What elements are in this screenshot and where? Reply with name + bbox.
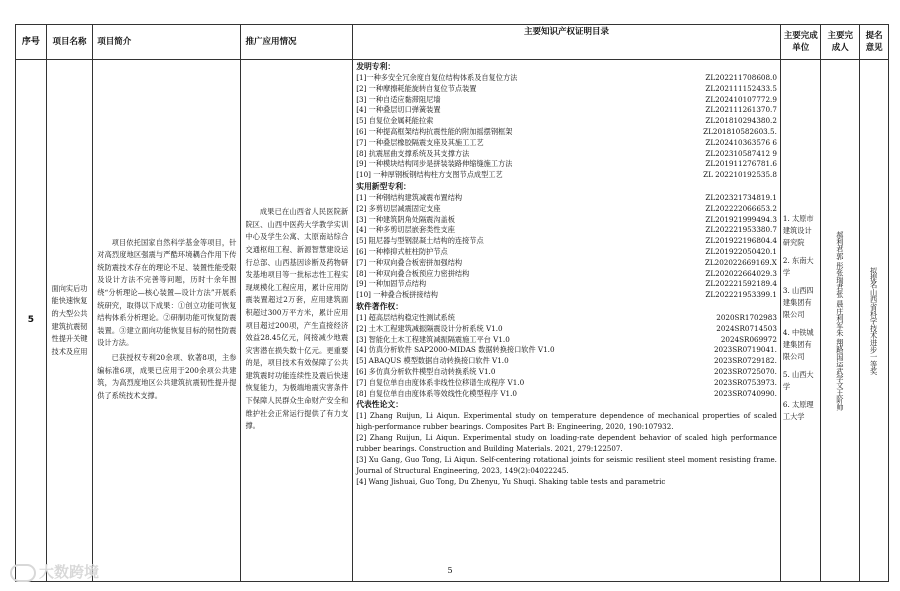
ip-item xyxy=(356,290,777,301)
ip-item-number: 2020SR1702983 xyxy=(716,312,777,322)
header-unit: 主要完成单位 xyxy=(780,25,821,60)
ip-item-title: [9] 一种加固节点结构 xyxy=(356,279,427,289)
paper-item: [4] Wang Jishuai, Guo Tong, Du Zhenyu, Yu Shuqi. Shaking table tests and parametric xyxy=(356,477,666,487)
ip-item-title: [6] 一种棒抑式桩柱防护节点 xyxy=(356,246,448,256)
ip-item-title: [7] 自复位单自由度体系非线性位移谱生成程序 V1.0 xyxy=(356,377,525,387)
ip-item-number: ZL202321734819.1 xyxy=(705,192,777,202)
utility-list xyxy=(356,193,777,301)
ip-item-title: [3] 一种自适应黏滞阻尼墙 xyxy=(356,94,441,104)
unit-list xyxy=(783,213,819,423)
ip-item-number: ZL202221953380.7 xyxy=(705,225,777,235)
page-number: 5 xyxy=(447,566,453,575)
ip-item xyxy=(356,193,777,204)
header-person: 主要完成人 xyxy=(821,25,860,60)
ip-item-title: [5] ABAQUS 模型数据自动转换接口软件 V1.0 xyxy=(356,356,509,366)
ip-item xyxy=(356,84,777,95)
header-seq: 序号 xyxy=(16,25,47,60)
unit-item: 2. 东南大学 xyxy=(782,255,814,277)
ip-item xyxy=(356,116,777,127)
intro-paragraph: 项目依托国家自然科学基金等项目，针对高烈度地区强震与严酷环境耦合作用下传统防震技术存在的理论不足、装置性能受限及设计方法不完善等问题，历时十余年围绕“分析理论—核心装置—设计方法”开展系统研究，取得以下成果：①创立功能可恢复结构体系分析理论。②研制功能可恢复防震装置。③建立面向功能恢复目标的韧性防震设计方法。 xyxy=(97,237,237,348)
ip-item-number: ZL202022664029.3 xyxy=(705,268,777,278)
ip-item-title: [5] 阻尼器与型钢混凝土结构的连接节点 xyxy=(356,236,484,246)
ip-item-title: [2] 土木工程建筑减振隔震设计分析系统 V1.0 xyxy=(356,323,503,333)
ip-item-title: [7] 一种双向叠合板密拼加强结构 xyxy=(356,257,463,267)
ip-item-number: 2023SR0753973. xyxy=(713,377,777,387)
unit-item: 5. 山西大学 xyxy=(782,369,814,391)
ip-item xyxy=(356,127,777,138)
header-name: 项目名称 xyxy=(46,25,93,60)
ip-item xyxy=(356,204,777,215)
header-rank: 提名意见 xyxy=(860,25,889,60)
ip-item-title: [2] 一种摩擦耗能旋转自复位节点装置 xyxy=(356,83,477,93)
ip-item xyxy=(356,225,777,236)
ip-item xyxy=(356,367,777,378)
ip-item-number: ZL201922050420.1 xyxy=(705,246,777,256)
ip-item-number: ZL 202210192535.8 xyxy=(703,170,777,180)
ip-item xyxy=(356,345,777,356)
ip-item-number: ZL202111261370.7 xyxy=(705,105,777,115)
ip-item-title: [2] 多剪切层减震固定支座 xyxy=(356,203,441,213)
ip-item xyxy=(356,105,777,116)
ip-item-number: ZL202022669169.X xyxy=(704,257,777,267)
row-project-name: 面向实后功能快速恢复的大型公共建筑抗震韧性提升关键技术及应用 xyxy=(46,60,93,582)
ip-item-title: [8] 自复位单自由度体系等效线性化模型程序 V1.0 xyxy=(356,388,517,398)
ip-item xyxy=(356,279,777,290)
ip-item-number: ZL201922196804.4 xyxy=(705,236,777,246)
papers-title: 代表性论文： xyxy=(356,400,403,410)
ip-item-number: ZL202410107772.9 xyxy=(705,94,777,104)
ip-item-number: 2024SR069972 xyxy=(720,334,777,344)
ip-item xyxy=(356,389,777,400)
paper-item: [3] Xu Gang, Guo Tong, Li Aiqun. Self-centering rotational joints for seismic resilient steel moment resisting frame. Journal of Structural Engineering, 2023, 149(2):04022245. xyxy=(356,455,777,475)
ip-item-number: ZL201911276781.6 xyxy=(705,159,777,169)
row-rank xyxy=(860,60,889,582)
apply-paragraph: 成果已在山西省人民医院新院区、山西中医药大学教学实训中心及学生公寓、太原南站综合交通枢纽工程、新源智慧建设运行总部、山西基因诊断及药物研发基地项目等一批标志性工程实现规模化工程应用，累计应用防震装置超过2万套，应用建筑面积超过300万平方米，累计应用项目超过200项，产生直接经济效益28.45亿元，间接减少地震灾害潜在损失数十亿元。更重要的是，项目技术有效保障了公共建筑震时功能连续性及震后快速恢复能力，为极端地震灾害条件下保障人民群众生命财产安全和维护社会正常运行提供了有力支撑。 xyxy=(245,207,349,431)
ip-item-title: [6] 一种提高框架结构抗震性能的附加摇摆钢框架 xyxy=(356,126,513,136)
ip-item-title: [8] 抗震屈曲支撑系统及其支撑方法 xyxy=(356,148,470,158)
ip-item-number: 2023SR0725070. xyxy=(713,366,777,376)
ip-item xyxy=(356,378,777,389)
ip-item-number: 2023SR0719041. xyxy=(713,345,777,355)
ip-item xyxy=(356,356,777,367)
ip-item xyxy=(356,73,777,84)
ip-item xyxy=(356,313,777,324)
table-row xyxy=(16,60,889,582)
software-list xyxy=(356,313,777,399)
ip-item-number: ZL202111152433.5 xyxy=(705,83,777,93)
ip-item-title: [3] 智能化土木工程建筑减振隔震施工平台 V1.0 xyxy=(356,334,510,344)
ip-item-number: ZL202222066653.2 xyxy=(705,203,777,213)
ip-item-number: ZL202410363576 6 xyxy=(705,137,777,147)
ip-item-number: ZL201921999494.3 xyxy=(705,214,777,224)
ip-item xyxy=(356,236,777,247)
software-title: 软件著作权： xyxy=(356,301,403,311)
ip-item-title: [4] 一种多剪切层嵌套类性支座 xyxy=(356,225,455,235)
ip-item xyxy=(356,170,777,181)
intro-paragraph: 已获授权专利20余项、软著8项，主参编标准6项，成果已应用于200余项公共建筑，为高烈度地区公共建筑抗震韧性提升提供了系统技术支撑。 xyxy=(97,352,237,400)
row-units xyxy=(780,60,821,582)
ip-item-number: ZL201810294380.2 xyxy=(705,116,777,126)
paper-item: [2] Zhang Ruijun, Li Aiqun. Experimental study on loading-rate dependent behavior of scaled high performance rubber bearings. Construction and Building Materials. 2021, 279:122507. xyxy=(356,433,777,453)
unit-item: 1. 太原市建筑设计研究院 xyxy=(782,213,814,247)
ip-item-title: [1]一种多安全冗余度自复位结构体系及自复位方法 xyxy=(356,73,518,82)
utility-title: 实用新型专利： xyxy=(356,181,411,191)
header-ip: 主要知识产权证明目录 xyxy=(353,25,781,60)
paper-list xyxy=(356,411,777,488)
ip-item-title: [9] 一种模块结构同步是拼装装路伸缩缝施工方法 xyxy=(356,159,513,169)
ip-item-title: [7] 一种叠层橡胶隔震支座及其施工工艺 xyxy=(356,137,484,147)
ip-item xyxy=(356,215,777,226)
ip-item-number: ZL202221592189.4 xyxy=(705,279,777,289)
patent-list xyxy=(356,73,777,181)
person-list: 郝利君郭 彤张瑞君张 晨庄利军朱 翔路国运武学文王阶帅 xyxy=(835,230,845,411)
ip-item xyxy=(356,335,777,346)
ip-item xyxy=(356,258,777,269)
ip-item-title: [3] 一种建筑阴角处隔震沟盖板 xyxy=(356,214,455,224)
ip-item-number: 2024SR0714503 xyxy=(716,323,777,333)
ip-item-title: [1] 超高层结构稳定性测试系统 xyxy=(356,312,455,322)
row-apply xyxy=(241,60,353,582)
ip-item-title: [4] 仿真分析软件 SAP2000-MIDAS 数据转换接口软件 V1.0 xyxy=(356,345,555,355)
ip-item-title: [8] 一种双向叠合板预应力密拼结构 xyxy=(356,268,470,278)
ip-item-number: 2023SR0740990. xyxy=(713,388,777,398)
ip-item-title: [4] 一种叠层切口弹簧装置 xyxy=(356,105,441,115)
row-seq: 5 xyxy=(16,60,47,582)
ip-item-number: ZL202221953399.1 xyxy=(705,290,777,300)
ip-item xyxy=(356,247,777,258)
unit-item: 3. 山西四建集团有限公司 xyxy=(782,285,814,319)
ip-item-title: [10] 一种叠合板拼接结构 xyxy=(356,290,438,300)
unit-item: 4. 中铁城建集团有限公司 xyxy=(782,327,814,361)
ip-item xyxy=(356,95,777,106)
rank-opinion: 拟提名山西省科学技术进步一等奖 xyxy=(869,266,879,375)
row-persons xyxy=(821,60,860,582)
ip-item xyxy=(356,269,777,280)
watermark xyxy=(10,561,99,582)
header-intro: 项目简介 xyxy=(93,25,241,60)
paper-item: [1] Zhang Ruijun, Li Aiqun. Experimental study on temperature dependence of mechanical properties of scaled high-performance rubber bearings. Composites Part B: Engineering, 2020, 190:107932. xyxy=(356,411,777,431)
ip-item-title: [1] 一种钢结构建筑减震布置结构 xyxy=(356,192,463,202)
watermark-text: 大数跨境 xyxy=(39,563,100,581)
ip-item xyxy=(356,149,777,160)
ip-item-title: [6] 多仿真分析软件模型自动转换系统 V1.0 xyxy=(356,366,496,376)
row-intro xyxy=(93,60,241,582)
ip-item-title: [5] 自复位金属耗能拉索 xyxy=(356,116,434,126)
watermark-logo-icon xyxy=(10,564,36,582)
header-apply: 推广应用情况 xyxy=(241,25,353,60)
ip-item-title: [10] 一种厚钢板钢结构柱方支图节点成型工艺 xyxy=(356,170,503,180)
ip-item xyxy=(356,159,777,170)
project-table xyxy=(15,24,889,582)
ip-item xyxy=(356,324,777,335)
unit-item: 6. 太原理工大学 xyxy=(782,399,814,421)
patents-title: 发明专利： xyxy=(356,62,396,71)
ip-item-number: 2023SR0729182. xyxy=(713,356,777,366)
ip-item-number: ZL202211708608.0 xyxy=(705,73,777,82)
ip-item-number: ZL201810582603.5. xyxy=(703,126,777,136)
header-row xyxy=(16,25,889,60)
row-ip-list xyxy=(353,60,781,582)
ip-item xyxy=(356,138,777,149)
ip-item-number: ZL202310587412 9 xyxy=(705,148,777,158)
